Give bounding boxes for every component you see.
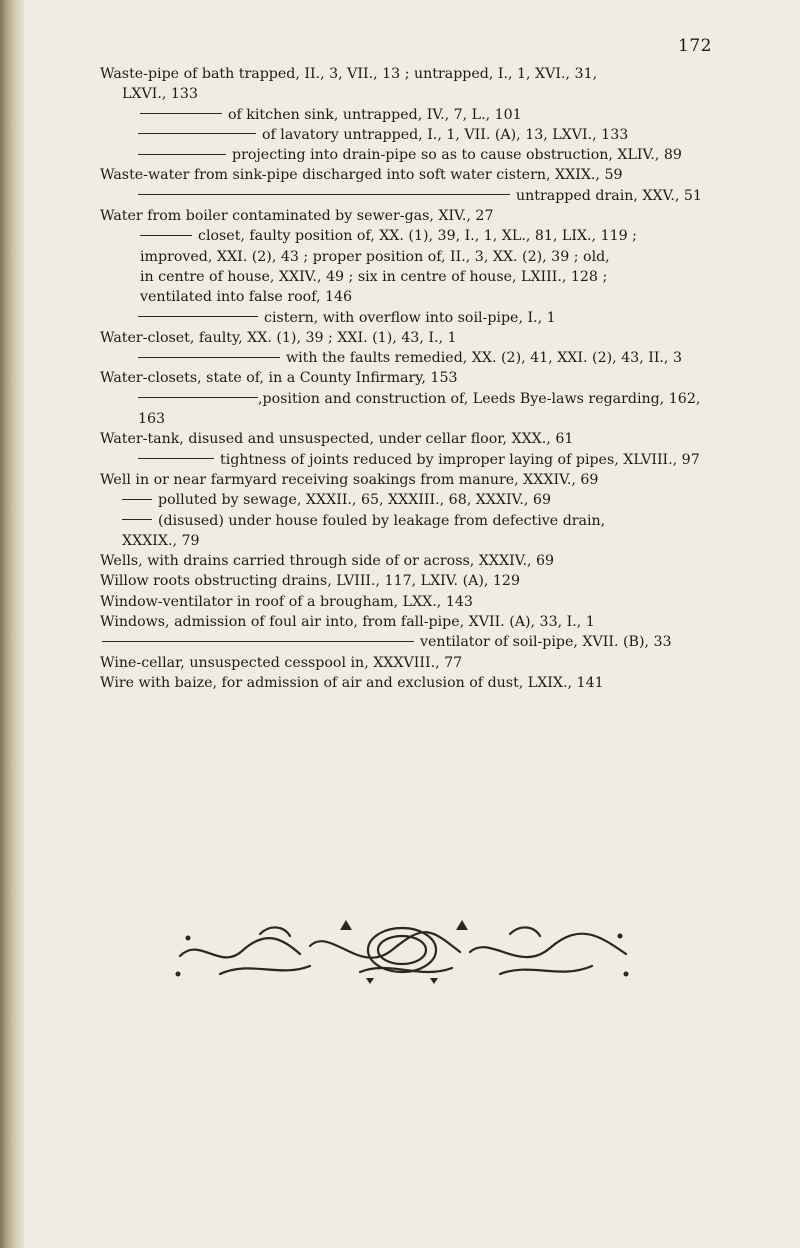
entry-text-continued: LXVI., 133 [122, 86, 198, 103]
index-subentry: projecting into drain-pipe so as to cause obstruction, XLIV., 89 [100, 145, 714, 165]
index-entry-window-ventilator: Window-ventilator in roof of a brougham, LXX., 143 [100, 593, 473, 610]
ditto-dash [140, 235, 192, 236]
index-subentry: ,position and construction of, Leeds Bye-laws regarding, 162, 163 [138, 390, 701, 428]
index-entry-willow: Willow roots obstructing drains, LVIII., 117, LXIV. (A), 129 [100, 573, 520, 590]
index-subentry: cistern, with overflow into soil-pipe, I., 1 [100, 308, 714, 328]
index-subentry: polluted by sewage, XXXII., 65, XXXIII., 68, XXXIV., 69 [100, 490, 714, 510]
ditto-dash [140, 113, 222, 114]
index-list [100, 64, 714, 693]
index-subentry: with the faults remedied, XX. (2), 41, XXI. (2), 43, II., 3 [100, 348, 714, 368]
tailpiece-ornament [160, 916, 644, 986]
index-subentry-closet-continued: improved, XXI. (2), 43 ; proper position of, II., 3, XX. (2), 39 ; old, in centre of house, XXIV., 49 ; six in centre of house, LXIII., 128 ; ventilated into false roof, 146 [140, 248, 610, 306]
index-entry-wells: Wells, with drains carried through side of or across, XXXIV., 69 [100, 553, 555, 570]
index-subentry: untrapped drain, XXV., 51 [100, 186, 714, 206]
ditto-dash [138, 397, 258, 398]
index-entry-waste-water: Waste-water from sink-pipe discharged into soft water cistern, XXIX., 59 [100, 167, 623, 184]
ditto-dash [122, 519, 152, 520]
index-subentry: ventilator of soil-pipe, XVII. (B), 33 [100, 632, 714, 652]
index-entry-water-closets: Water-closets, state of, in a County Infirmary, 153 [100, 370, 458, 387]
index-subentry: of lavatory untrapped, I., 1, VII. (A), 13, LXVI., 133 [100, 125, 714, 145]
ditto-dash [138, 154, 226, 155]
index-entry-waste-pipe [100, 64, 714, 105]
index-subentry-disused: (disused) under house fouled by leakage from defective drain, [100, 511, 714, 531]
index-subentry-closet: closet, faulty position of, XX. (1), 39, I., 1, XL., 81, LIX., 119 ; [100, 226, 714, 246]
page-spine-shadow [0, 0, 24, 1248]
index-subentry: of kitchen sink, untrapped, IV., 7, L., 101 [100, 105, 714, 125]
ditto-dash [138, 194, 510, 195]
page-number: 172 [678, 36, 712, 56]
index-entry-wine-cellar: Wine-cellar, unsuspected cesspool in, XXXVIII., 77 [100, 654, 463, 671]
ditto-dash [138, 133, 256, 134]
ditto-dash [102, 641, 414, 642]
ditto-dash [122, 499, 152, 500]
index-entry-water-closet: Water-closet, faulty, XX. (1), 39 ; XXI. (1), 43, I., 1 [100, 329, 457, 346]
index-entry-water-boiler: Water from boiler contaminated by sewer-gas, XIV., 27 [100, 208, 494, 225]
index-entry-water-tank: Water-tank, disused and unsuspected, under cellar floor, XXX., 61 [100, 431, 574, 448]
index-entry-windows: Windows, admission of foul air into, from fall-pipe, XVII. (A), 33, I., 1 [100, 614, 595, 631]
ditto-dash [138, 357, 280, 358]
index-subentry: tightness of joints reduced by improper laying of pipes, XLVIII., 97 [100, 450, 714, 470]
ditto-dash [138, 316, 258, 317]
entry-text: Waste-pipe of bath trapped, II., 3, VII., 13 ; untrapped, I., 1, XVI., 31, [100, 66, 598, 82]
index-entry-wire: Wire with baize, for admission of air and exclusion of dust, LXIX., 141 [100, 674, 604, 691]
ditto-dash [138, 458, 214, 459]
index-entry-well: Well in or near farmyard receiving soakings from manure, XXXIV., 69 [100, 471, 599, 488]
index-subentry-disused-continued: XXXIX., 79 [122, 532, 200, 549]
